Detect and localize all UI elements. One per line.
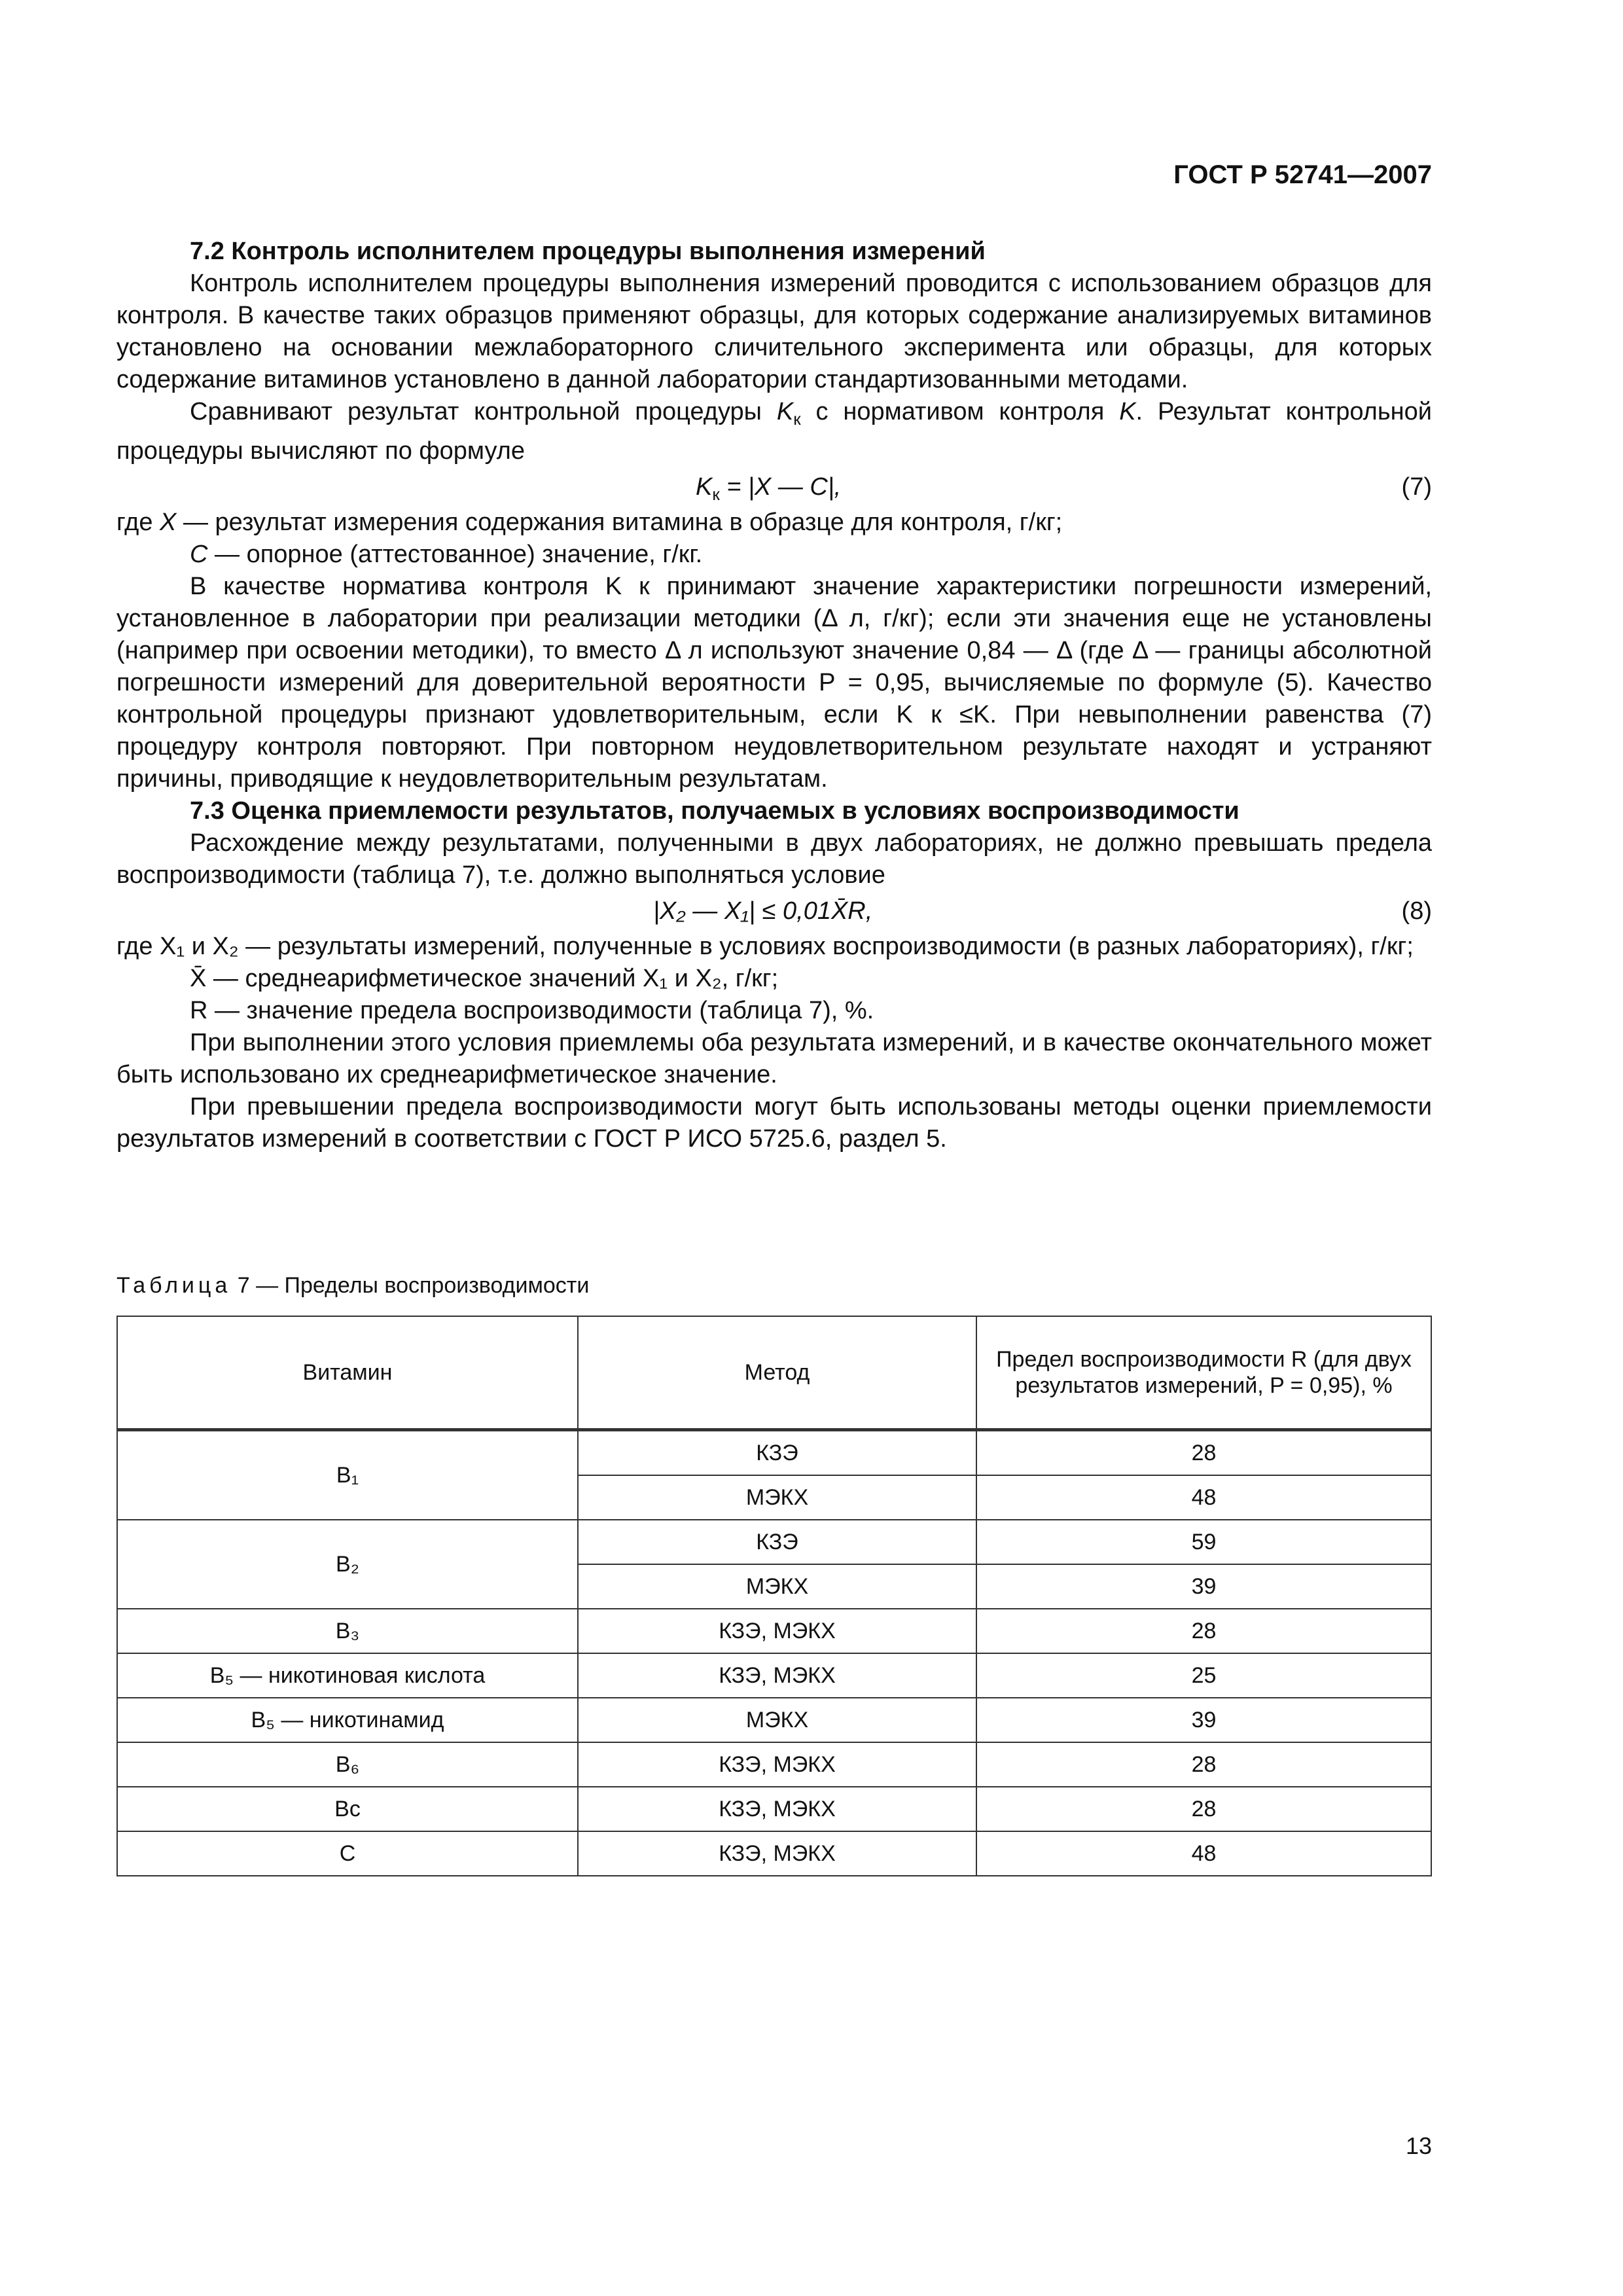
page-number: 13 — [1405, 2132, 1432, 2159]
legend-c: C — опорное (аттестованное) значение, г/кг. — [190, 541, 703, 568]
header-method: Метод — [578, 1316, 976, 1430]
cell-limit: 28 — [976, 1787, 1431, 1831]
formula-7-number: (7) — [1401, 473, 1432, 501]
cell-method: МЭКХ — [578, 1475, 976, 1520]
cell-limit: 25 — [976, 1653, 1431, 1698]
cell-method: КЗЭ, МЭКХ — [578, 1831, 976, 1876]
formula-8-number: (8) — [1401, 897, 1432, 925]
formula-8-legend — [116, 931, 1432, 1027]
section-7-2-paragraph-3: В качестве норматива контроля K к принимают значение характеристики погрешности измерений, установленное в лаборатории при реализации методики (Δ л, г/кг); если эти значения еще не установлены (например при освоении методики), то вместо Δ л используют значение 0,84 — Δ (где Δ — границы абсолютной погрешности измерений для доверительной вероятности P = 0,95, вычисляемые по формуле (5). Качество контрольной процедуры признают удовлетворительным, если K к ≤K. При невыполнении равенства (7) процедуру контроля повторяют. При повторном неудовлетворительном результате находят и устраняют причины, приводящие к неудовлетворительным результатам. — [116, 573, 1432, 793]
table-row — [117, 1653, 1431, 1698]
cell-method: КЗЭ, МЭКХ — [578, 1609, 976, 1653]
cell-method: КЗЭ, МЭКХ — [578, 1787, 976, 1831]
table-row — [117, 1430, 1431, 1476]
cell-method: МЭКХ — [578, 1698, 976, 1742]
cell-vitamin: B₃ — [117, 1609, 578, 1653]
cell-limit: 48 — [976, 1475, 1431, 1520]
table-row — [117, 1742, 1431, 1787]
cell-method: КЗЭ, МЭКХ — [578, 1653, 976, 1698]
legend-r: R — значение предела воспроизводимости (таблица 7), %. — [190, 997, 874, 1024]
section-7-2-heading: 7.2 Контроль исполнителем процедуры выполнения измерений — [190, 238, 986, 265]
formula-7-expression: $K_к = |X$ — C|, — [696, 473, 842, 504]
cell-limit: 48 — [976, 1831, 1431, 1876]
table-row — [117, 1520, 1431, 1564]
legend-x1-x2: где X₁ и X₂ — результаты измерений, полученные в условиях воспроизводимости (в разных лабораториях), г/кг; — [116, 933, 1414, 960]
table-row — [117, 1787, 1431, 1831]
section-7-3-paragraph-2: При выполнении этого условия приемлемы оба результата измерений, и в качестве окончательного может быть использовано их среднеарифметическое значение. — [116, 1029, 1432, 1088]
cell-method: КЗЭ — [578, 1520, 976, 1564]
section-7-2-paragraph-2: Сравнивают результат контрольной процедуры $K_к$ с нормативом контроля K. Результат контрольной процедуры вычисляют по формуле — [116, 398, 1432, 465]
main-content — [116, 236, 1432, 1155]
cell-limit: 28 — [976, 1430, 1431, 1476]
section-7-3-paragraph-1: Расхождение между результатами, полученными в двух лабораториях, не должно превышать предела воспроизводимости (таблица 7), т.е. должно выполняться условие — [116, 829, 1432, 889]
cell-vitamin: C — [117, 1831, 578, 1876]
cell-vitamin: B₁ — [117, 1430, 578, 1520]
formula-8-expression: |X₂ — X₁| ≤ 0,01X̄R, — [653, 897, 873, 925]
cell-method: КЗЭ — [578, 1430, 976, 1476]
cell-vitamin: Bc — [117, 1787, 578, 1831]
section-7-2-paragraph-1: Контроль исполнителем процедуры выполнения измерений проводится с использованием образцов для контроля. В качестве таких образцов применяют образцы, для которых содержание анализируемых витаминов установлено на основании межлабораторного сличительного эксперимента или образцы, для которых содержание витаминов установлено в данной лаборатории стандартизованными методами. — [116, 270, 1432, 393]
legend-x-mean: X̄ — среднеарифметическое значений X₁ и X₂, г/кг; — [190, 965, 779, 992]
cell-limit: 39 — [976, 1564, 1431, 1609]
formula-8 — [116, 891, 1432, 931]
table-row — [117, 1698, 1431, 1742]
table-row — [117, 1831, 1431, 1876]
cell-method: МЭКХ — [578, 1564, 976, 1609]
cell-vitamin: B₆ — [117, 1742, 578, 1787]
section-7-3-heading: 7.3 Оценка приемлемости результатов, получаемых в условиях воспроизводимости — [190, 797, 1240, 825]
cell-vitamin: B₂ — [117, 1520, 578, 1609]
table-caption: Таблица 7 — Пределы воспроизводимости — [116, 1273, 590, 1298]
cell-limit: 39 — [976, 1698, 1431, 1742]
reproducibility-table — [116, 1316, 1432, 1876]
header-limit: Предел воспроизводимости R (для двух результатов измерений, P = 0,95), % — [976, 1316, 1431, 1430]
document-id-header: ГОСТ Р 52741—2007 — [1173, 160, 1432, 189]
cell-vitamin: B₅ — никотинамид — [117, 1698, 578, 1742]
cell-method: КЗЭ, МЭКХ — [578, 1742, 976, 1787]
table-row — [117, 1609, 1431, 1653]
header-vitamin: Витамин — [117, 1316, 578, 1430]
section-7-3-paragraph-3: При превышении предела воспроизводимости могут быть использованы методы оценки приемлемости результатов измерений в соответствии с ГОСТ Р ИСО 5725.6, раздел 5. — [116, 1093, 1432, 1153]
formula-7 — [116, 467, 1432, 507]
cell-limit: 59 — [976, 1520, 1431, 1564]
legend-x: где X — результат измерения содержания витамина в образце для контроля, г/кг; — [116, 509, 1063, 536]
table-header-row — [117, 1316, 1431, 1430]
formula-7-legend — [116, 507, 1432, 571]
cell-limit: 28 — [976, 1609, 1431, 1653]
cell-limit: 28 — [976, 1742, 1431, 1787]
cell-vitamin: B₅ — никотиновая кислота — [117, 1653, 578, 1698]
